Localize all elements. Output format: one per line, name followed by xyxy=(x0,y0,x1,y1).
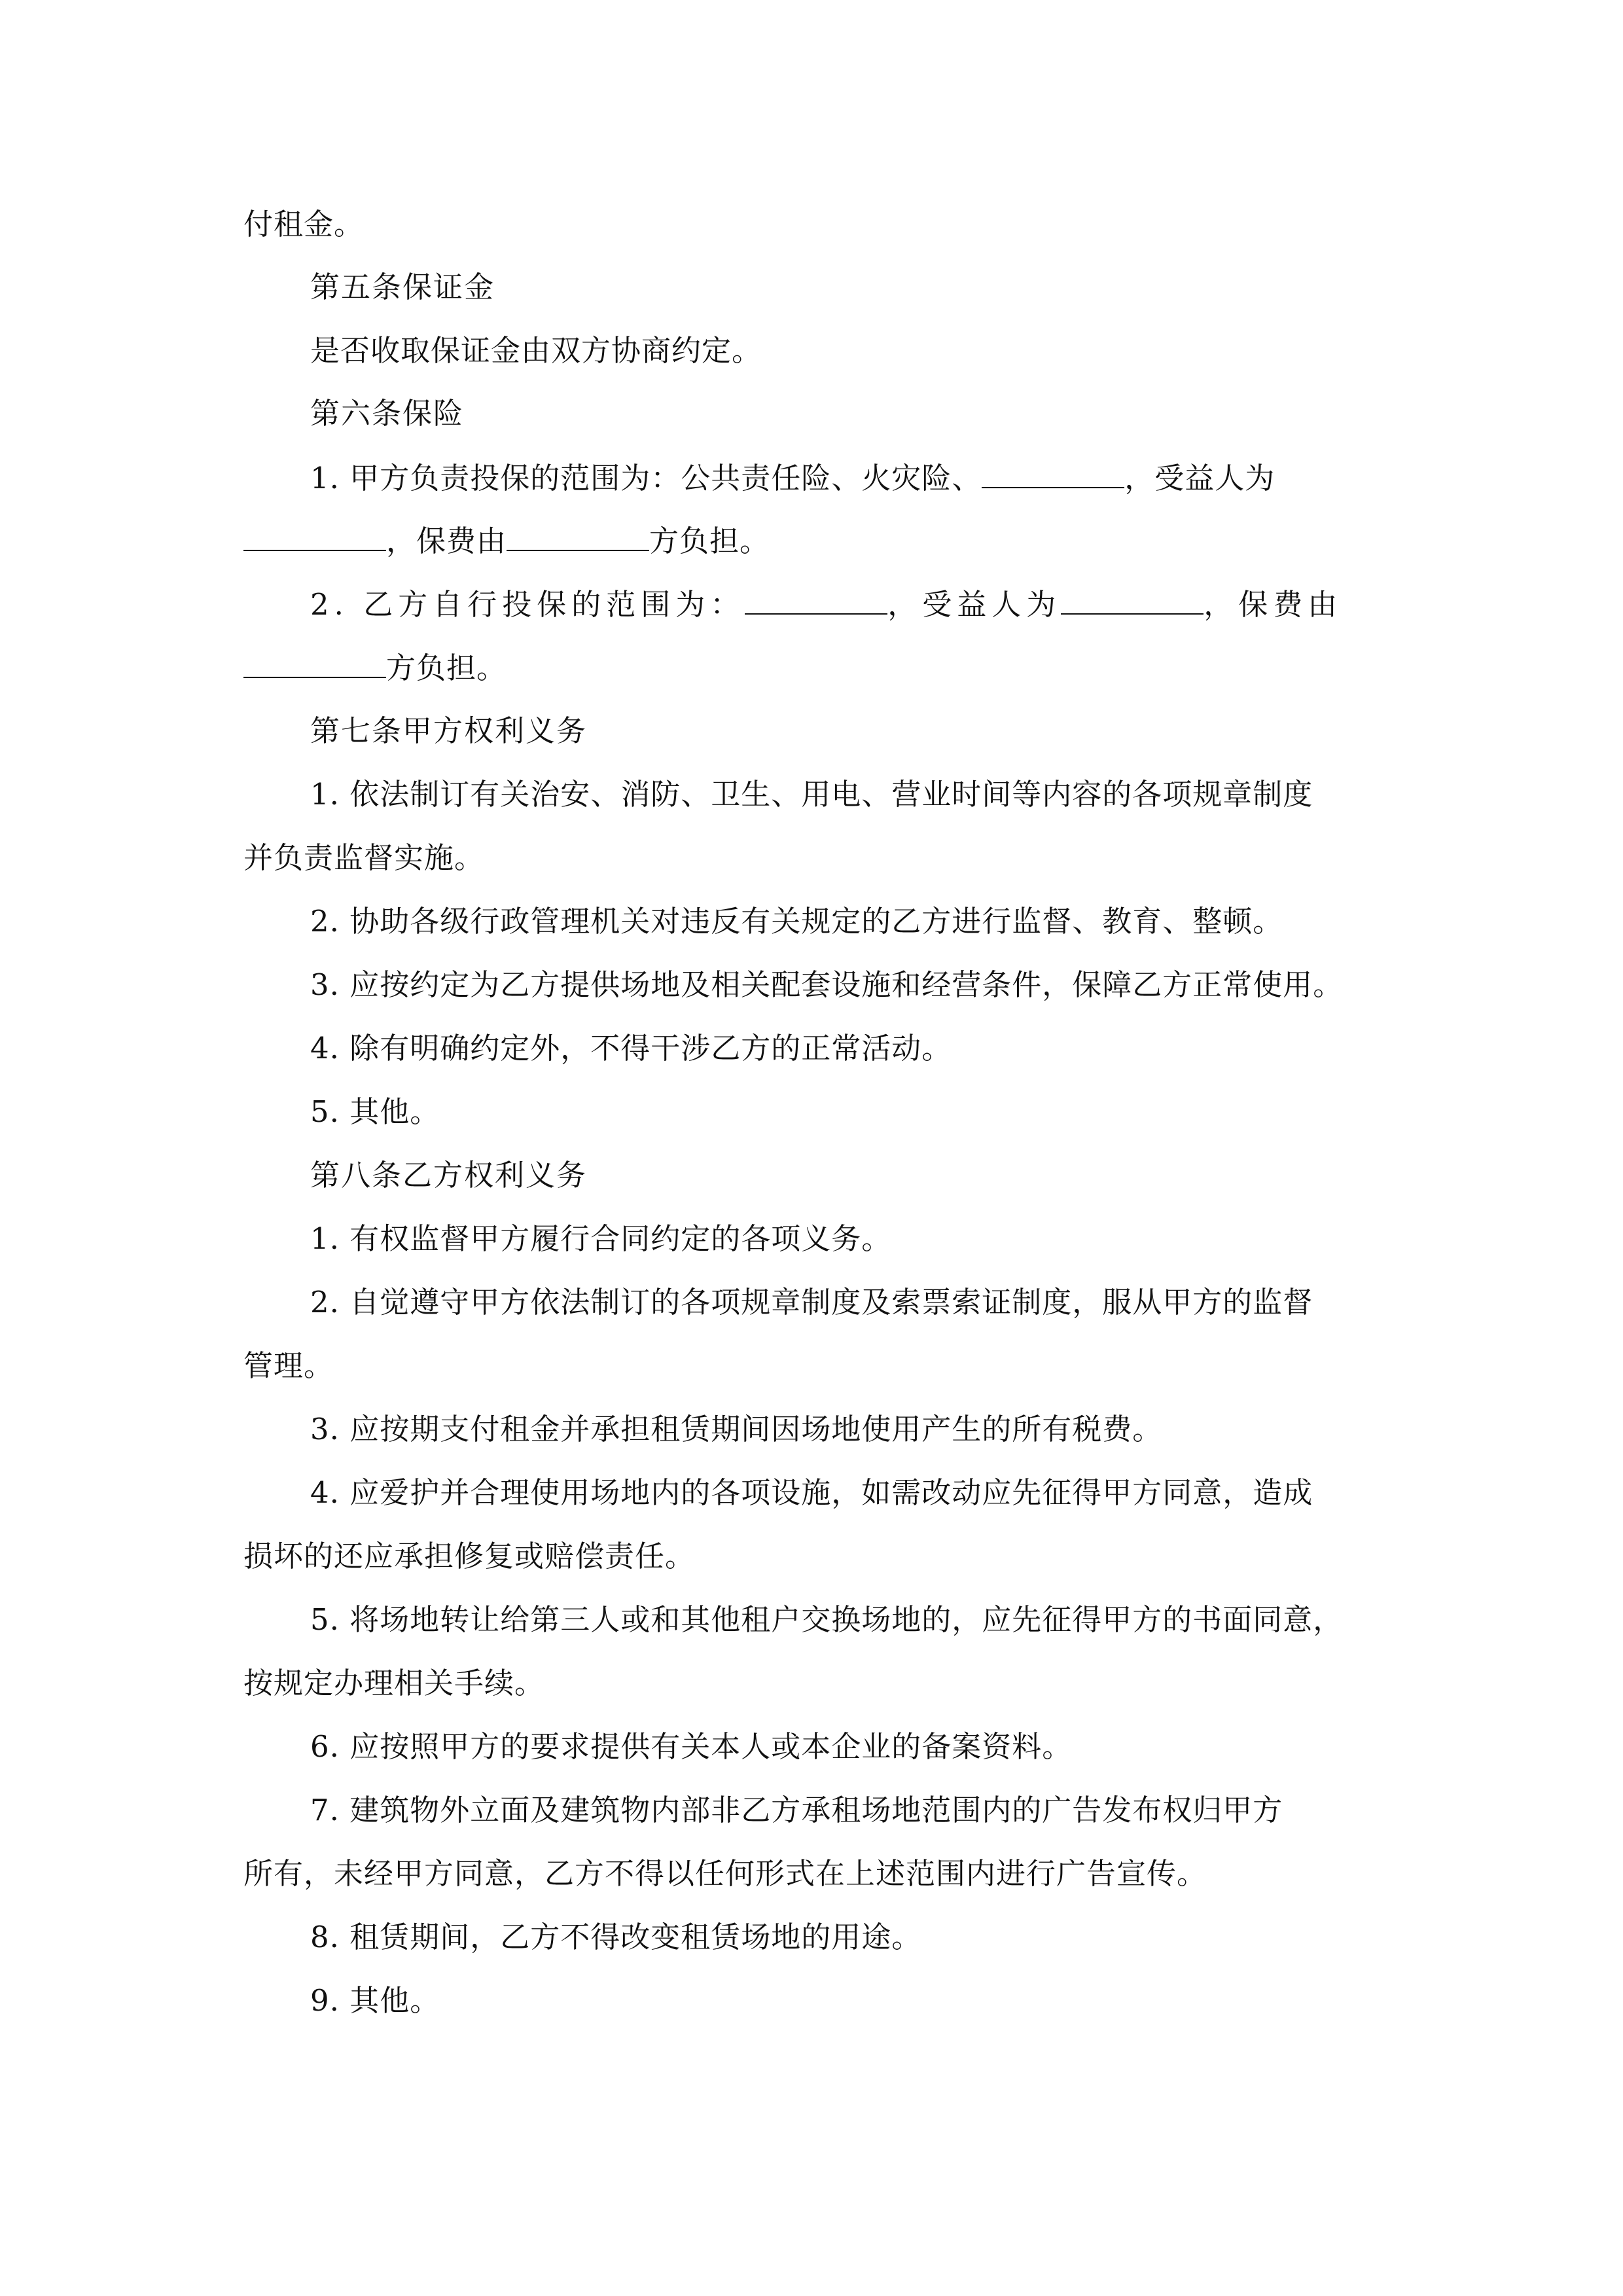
article-8-item-9 xyxy=(310,1981,1397,2020)
text-line: 3. 应按约定为乙方提供场地及相关配套设施和经营条件，保障乙方正常使用。 xyxy=(310,967,1344,1002)
article-8-item-1 xyxy=(310,1219,1397,1259)
text-line: 付租金。 xyxy=(243,207,365,242)
text-line: 9. 其他。 xyxy=(310,1983,440,2018)
heading-text: 第五条保证金 xyxy=(310,270,495,304)
text-line: 是否收取保证金由双方协商约定。 xyxy=(310,333,762,368)
text-line: 2. 自觉遵守甲方依法制订的各项规章制度及索票索证制度，服从甲方的监督 xyxy=(310,1285,1313,1319)
text-line: 方负担。 xyxy=(649,524,770,558)
article-8-heading xyxy=(310,1156,1397,1195)
text-line: 5. 将场地转让给第三人或和其他租户交换场地的，应先征得甲方的书面同意， xyxy=(310,1602,1344,1637)
article-8-item-7-cont xyxy=(243,1854,1395,1893)
text-line: ，保费由 xyxy=(1204,587,1343,622)
article-7-item-5 xyxy=(310,1092,1397,1132)
heading-text: 第八条乙方权利义务 xyxy=(310,1158,588,1193)
text-line: 5. 其他。 xyxy=(310,1094,440,1129)
article-6-item-2-cont xyxy=(243,648,1395,688)
article-7-item-1 xyxy=(310,775,1397,814)
text-line: 8. 租赁期间，乙方不得改变租赁场地的用途。 xyxy=(310,1920,922,1954)
text-line: 按规定办理相关手续。 xyxy=(243,1666,545,1700)
article-8-item-5-cont xyxy=(243,1664,1395,1703)
text-line: ，受益人为 xyxy=(887,587,1061,622)
article-6-heading xyxy=(310,394,1397,433)
paragraph-continuation xyxy=(243,205,1395,244)
article-7-item-3 xyxy=(310,965,1397,1005)
text-line: 所有，未经甲方同意，乙方不得以任何形式在上述范围内进行广告宣传。 xyxy=(243,1856,1207,1891)
article-7-heading xyxy=(310,711,1397,751)
blank-underline xyxy=(745,584,887,615)
text-line: 4. 除有明确约定外，不得干涉乙方的正常活动。 xyxy=(310,1031,952,1066)
text-line: 4. 应爱护并合理使用场地内的各项设施，如需改动应先征得甲方同意，造成 xyxy=(310,1475,1313,1510)
article-7-item-2 xyxy=(310,902,1397,941)
article-8-item-4 xyxy=(310,1473,1397,1513)
article-8-item-3 xyxy=(310,1410,1397,1449)
text-line: 3. 应按期支付租金并承担租赁期间因场地使用产生的所有税费。 xyxy=(310,1412,1163,1446)
text-line: 损坏的还应承担修复或赔偿责任。 xyxy=(243,1539,696,1573)
text-line: ，保费由 xyxy=(386,524,507,558)
text-line: 1. 依法制订有关治安、消防、卫生、用电、营业时间等内容的各项规章制度 xyxy=(310,777,1313,812)
article-8-item-8 xyxy=(310,1918,1397,1957)
blank-underline xyxy=(982,458,1124,488)
text-line: 方负担。 xyxy=(386,651,507,685)
blank-underline xyxy=(1061,584,1204,615)
article-8-item-2 xyxy=(310,1283,1397,1322)
heading-text: 第七条甲方权利义务 xyxy=(310,713,588,748)
article-8-item-7 xyxy=(310,1791,1397,1830)
blank-underline xyxy=(507,521,649,551)
article-6-item-1-cont xyxy=(243,521,1395,561)
article-5-body xyxy=(310,331,1397,370)
blank-underline xyxy=(243,521,386,551)
text-line: ，受益人为 xyxy=(1124,461,1275,495)
article-6-item-1 xyxy=(310,458,1397,498)
article-5-heading xyxy=(310,268,1397,307)
article-8-item-2-cont xyxy=(243,1346,1395,1386)
text-line: 管理。 xyxy=(243,1348,334,1383)
text-line: 1. 有权监督甲方履行合同约定的各项义务。 xyxy=(310,1221,892,1256)
article-7-item-1-cont xyxy=(243,838,1395,878)
article-8-item-4-cont xyxy=(243,1537,1395,1576)
text-line: 2. 乙方自行投保的范围为： xyxy=(310,587,745,622)
article-8-item-5 xyxy=(310,1600,1397,1640)
text-line: 7. 建筑物外立面及建筑物内部非乙方承租场地范围内的广告发布权归甲方 xyxy=(310,1793,1283,1827)
text-line: 6. 应按照甲方的要求提供有关本人或本企业的备案资料。 xyxy=(310,1729,1073,1764)
article-7-item-4 xyxy=(310,1029,1397,1068)
heading-text: 第六条保险 xyxy=(310,396,465,431)
text-line: 2. 协助各级行政管理机关对违反有关规定的乙方进行监督、教育、整顿。 xyxy=(310,904,1283,939)
text-line: 并负责监督实施。 xyxy=(243,840,485,875)
text-line: 1. 甲方负责投保的范围为：公共责任险、火灾险、 xyxy=(310,461,982,495)
article-8-item-6 xyxy=(310,1727,1397,1767)
article-6-item-2 xyxy=(310,584,1397,624)
blank-underline xyxy=(243,648,386,678)
